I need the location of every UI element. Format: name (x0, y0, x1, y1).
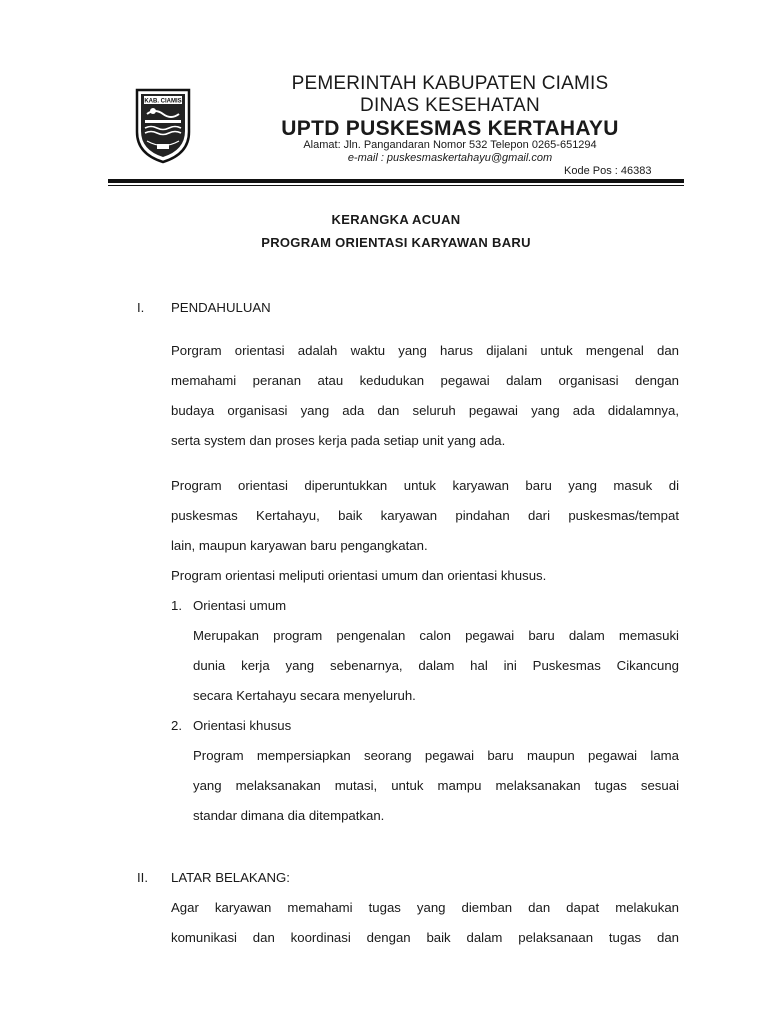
paragraph-line: Program orientasi diperuntukkan untuk karyawan baru yang masuk di (171, 478, 679, 493)
letterhead-department: DINAS KESEHATAN (359, 95, 541, 116)
ciamis-emblem-logo (133, 86, 193, 164)
list-item-text: dunia kerja yang sebenarnya, dalam hal ini Puskesmas Cikancung (193, 658, 679, 673)
letterhead-divider-thin (108, 185, 684, 186)
list-item-text: secara Kertahayu secara menyeluruh. (193, 688, 416, 703)
paragraph-line: Agar karyawan memahami tugas yang diemban dan dapat melakukan (171, 900, 679, 915)
paragraph-line: komunikasi dan koordinasi dengan baik dalam pelaksanaan tugas dan (171, 930, 679, 945)
list-item-number: 2. (171, 718, 182, 733)
letterhead-address: Alamat: Jln. Pangandaran Nomor 532 Telepon 0265-651294 (303, 139, 597, 151)
list-item-label: Orientasi umum (193, 598, 287, 613)
section-2-heading: LATAR BELAKANG: (171, 870, 290, 885)
paragraph-line: Porgram orientasi adalah waktu yang harus dijalani untuk mengenal dan (171, 343, 679, 358)
paragraph-line: memahami peranan atau kedudukan pegawai dalam organisasi dengan (171, 373, 679, 388)
svg-text:KAB. CIAMIS: KAB. CIAMIS (144, 98, 182, 105)
list-item-text: standar dimana dia ditempatkan. (193, 808, 385, 823)
letterhead-divider-thick (108, 179, 684, 183)
letterhead-government: PEMERINTAH KABUPATEN CIAMIS (291, 73, 609, 94)
letterhead-postal-code: Kode Pos : 46383 (564, 165, 652, 177)
document-title: KERANGKA ACUAN (331, 212, 461, 227)
paragraph-line: budaya organisasi yang ada dan seluruh pegawai yang ada didalamnya, (171, 403, 679, 418)
section-1-numeral: I. (137, 300, 145, 315)
list-item-text: yang melaksanakan mutasi, untuk mampu melaksanakan tugas sesuai (193, 778, 679, 793)
letterhead-email: e-mail : puskesmaskertahayu@gmail.com (347, 152, 553, 164)
list-item-number: 1. (171, 598, 182, 613)
paragraph-line: lain, maupun karyawan baru pengangkatan. (171, 538, 428, 553)
list-item-label: Orientasi khusus (193, 718, 292, 733)
paragraph-line: puskesmas Kertahayu, baik karyawan pindahan dari puskesmas/tempat (171, 508, 679, 523)
section-2-numeral: II. (137, 870, 148, 885)
paragraph-line: serta system dan proses kerja pada setiap unit yang ada. (171, 433, 506, 448)
letterhead-institution: UPTD PUSKESMAS KERTAHAYU (281, 117, 619, 140)
document-subtitle: PROGRAM ORIENTASI KARYAWAN BARU (261, 235, 531, 250)
section-1-heading: PENDAHULUAN (171, 300, 271, 315)
list-item-text: Merupakan program pengenalan calon pegawai baru dalam memasuki (193, 628, 679, 643)
paragraph-line: Program orientasi meliputi orientasi umum dan orientasi khusus. (171, 568, 547, 583)
list-item-text: Program mempersiapkan seorang pegawai baru maupun pegawai lama (193, 748, 679, 763)
